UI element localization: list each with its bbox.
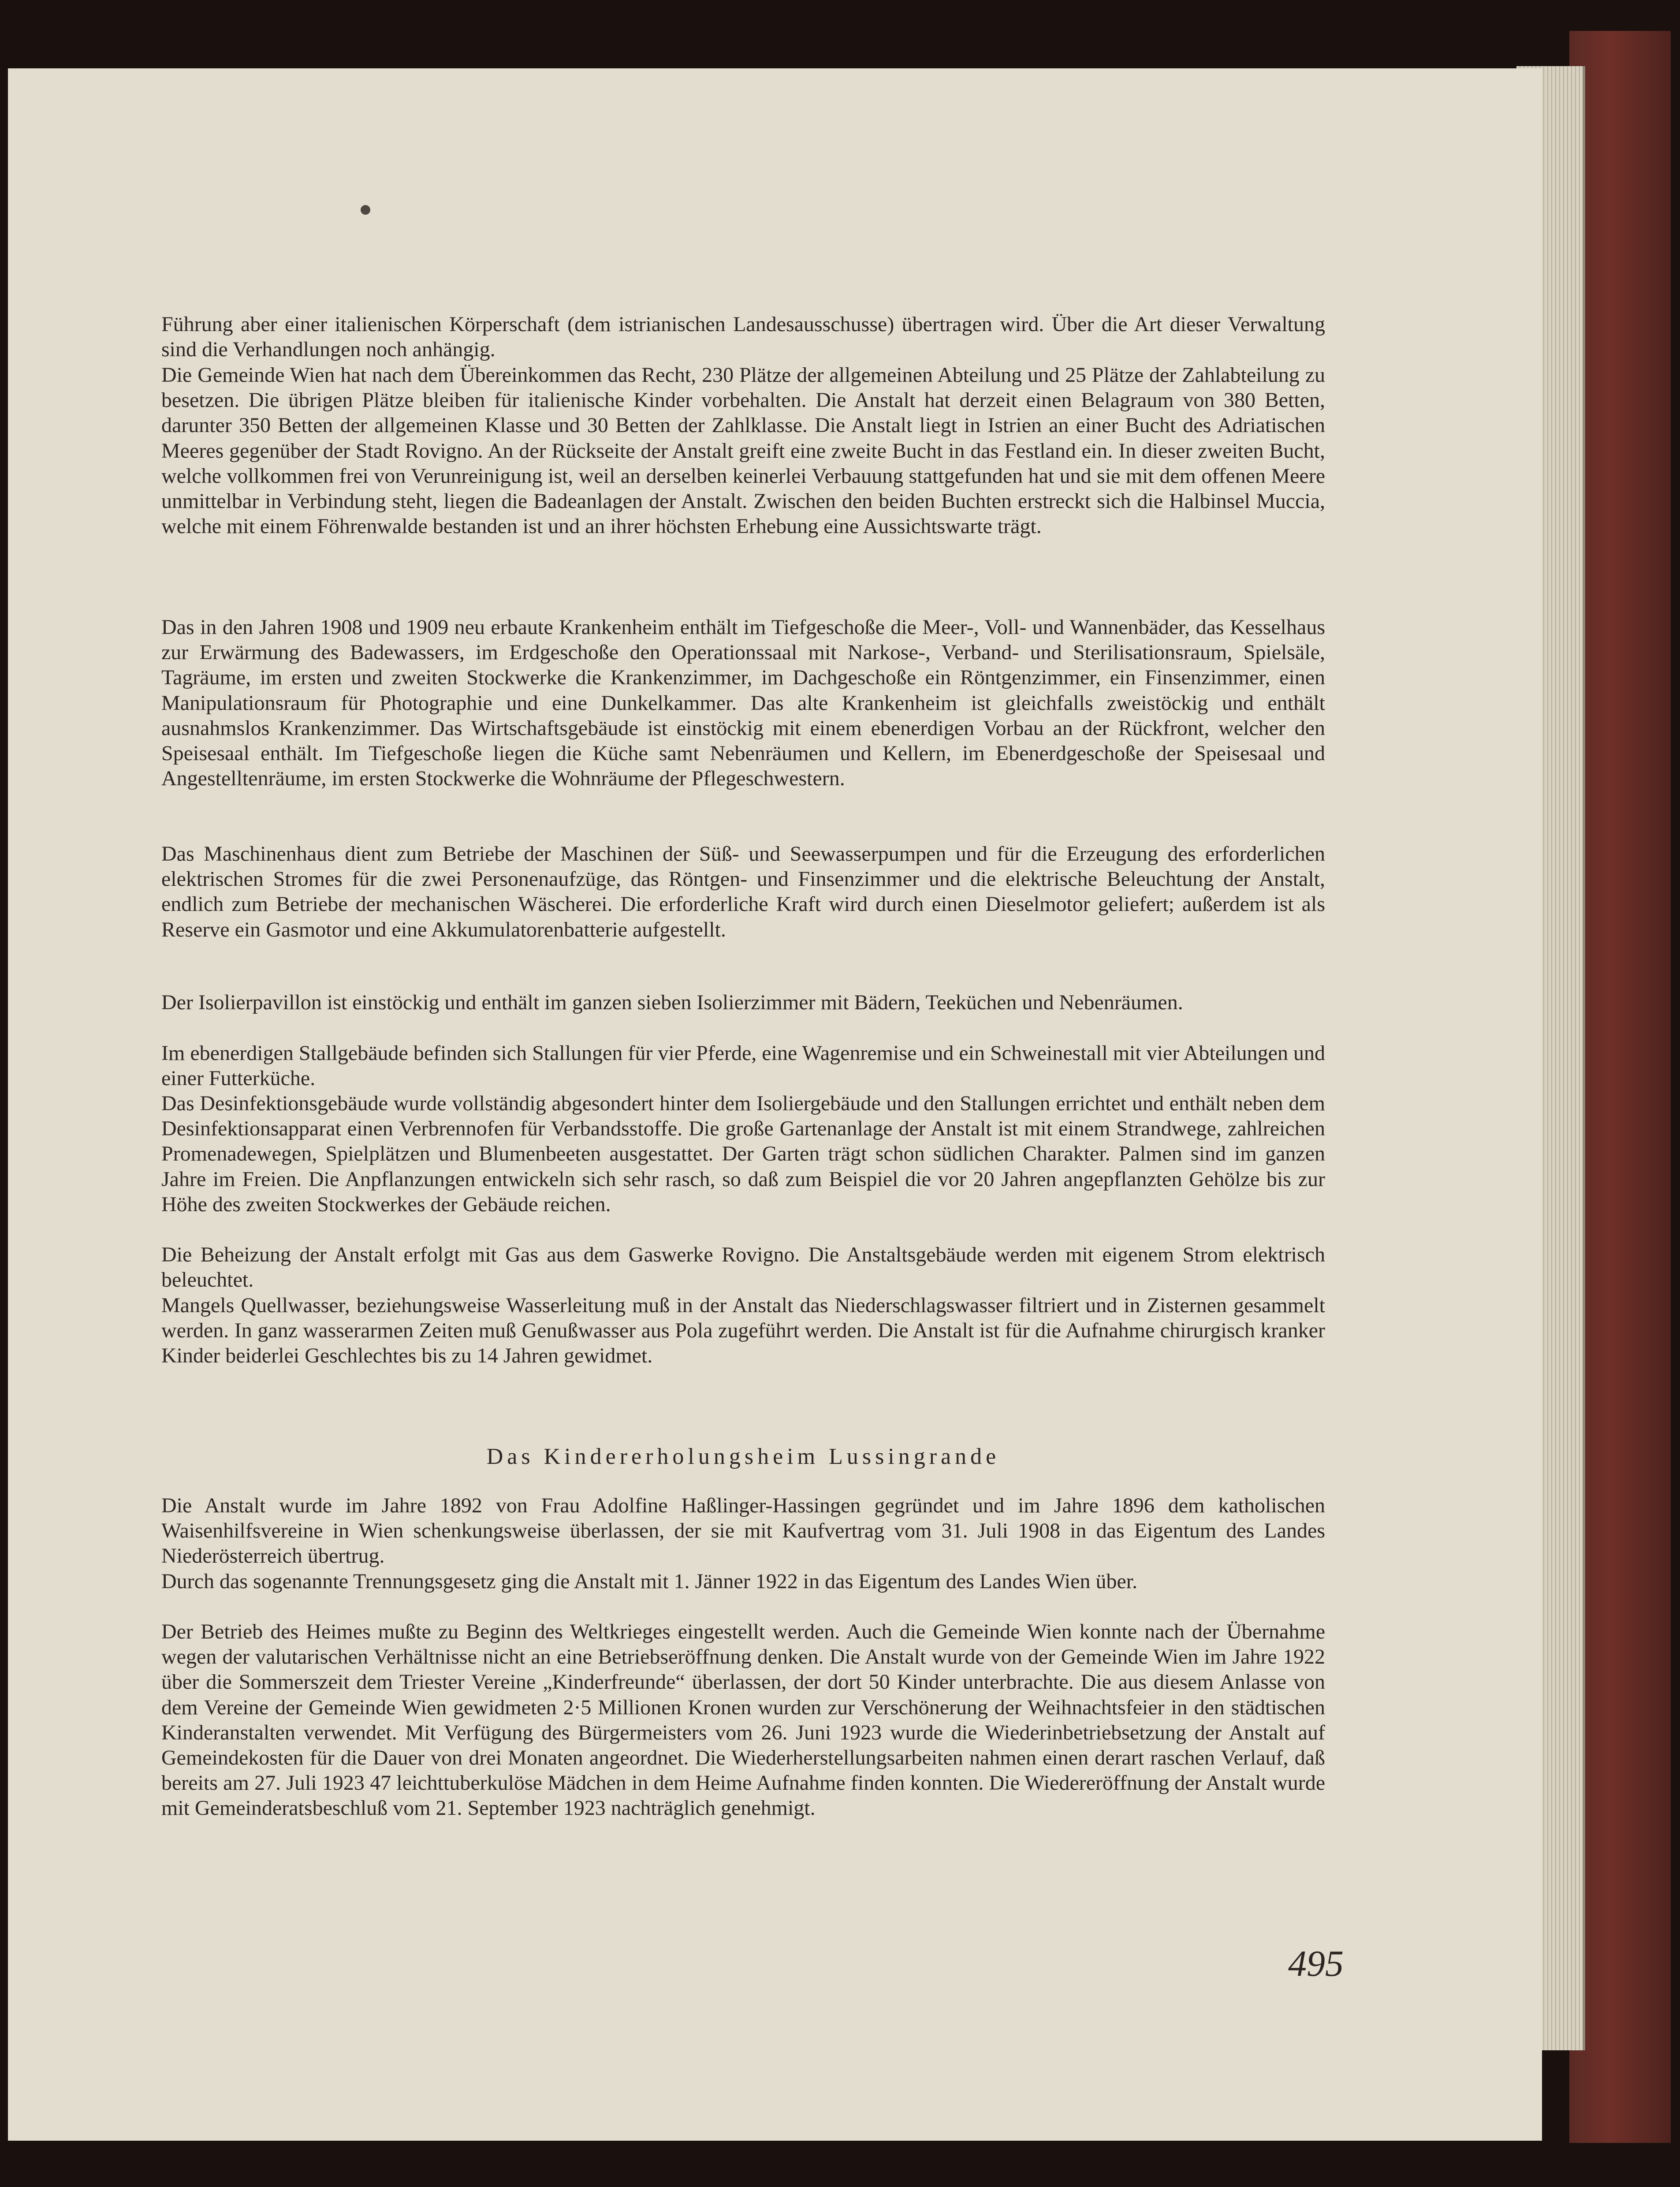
book-page	[8, 68, 1542, 2141]
section-heading: Das Kindererholungsheim Lussingrande	[486, 1444, 1000, 1469]
paragraph: Mangels Quellwasser, beziehungsweise Wasserleitung muß in der Anstalt das Niederschlagswasser filtriert und in Zisternen gesammelt werden. In ganz wasserarmen Zeiten muß Genußwasser aus Pola zugeführt werden. Die Anstalt ist für die Aufnahme chirurgisch kranker Kinder beiderlei Geschlechtes bis zu 14 Jahren gewidmet.	[161, 1294, 1325, 1368]
ink-dot	[361, 205, 370, 215]
page-number: 495	[1288, 1943, 1344, 1984]
paragraph: Das Desinfektionsgebäude wurde vollständig abgesondert hinter dem Isoliergebäude und den Stallungen errichtet und enthält neben dem Desinfektionsapparat einen Verbrennofen für Verbandsstoffe. Die große Gartenanlage der Anstalt ist mit einem Strandwege, zahlreichen Promenadewegen, Spielplätzen und Blumenbeeten ausgestattet. Der Garten trägt schon südlichen Charakter. Palmen sind im ganzen Jahre im Freien. Die Anpflanzungen entwickeln sich sehr rasch, so daß zum Beispiel die vor 20 Jahren angepflanzten Gehölze bis zur Höhe des zweiten Stockwerkes der Gebäude reichen.	[161, 1092, 1325, 1216]
paragraph: Das Maschinenhaus dient zum Betriebe der Maschinen der Süß- und Seewasserpumpen und für die Erzeugung des erforderlichen elektrischen Stromes für die zwei Personenaufzüge, das Röntgen- und Finsenzimmer und die elektrische Beleuchtung der Anstalt, endlich zum Betriebe der mechanischen Wäscherei. Die erforderliche Kraft wird durch einen Dieselmotor geliefert; außerdem ist als Reserve ein Gasmotor und eine Akkumulatorenbatterie aufgestellt.	[161, 842, 1325, 941]
section-paragraph: Die Anstalt wurde im Jahre 1892 von Frau Adolfine Haßlinger-Hassingen gegründet und im Jahre 1896 dem katholischen Waisenhilfsvereine in Wien schenkungsweise überlassen, der sie mit Kaufvertrag vom 31. Juli 1908 in das Eigentum des Landes Niederösterreich übertrug.	[161, 1494, 1325, 1568]
paragraph: Im ebenerdigen Stallgebäude befinden sich Stallungen für vier Pferde, eine Wagenremise und ein Schweinestall mit vier Abteilungen und einer Futterküche.	[161, 1041, 1325, 1090]
paragraph: Die Gemeinde Wien hat nach dem Übereinkommen das Recht, 230 Plätze der allgemeinen Abteilung und 25 Plätze der Zahlabteilung zu besetzen. Die übrigen Plätze bleiben für italienische Kinder vorbehalten. Die Anstalt hat derzeit einen Belagraum von 380 Betten, darunter 350 Betten der allgemeinen Klasse und 30 Betten der Zahlklasse. Die Anstalt liegt in Istrien an einer Bucht des Adriatischen Meeres gegenüber der Stadt Rovigno. An der Rückseite der Anstalt greift eine zweite Bucht in das Festland ein. In dieser zweiten Bucht, welche vollkommen frei von Verunreinigung ist, weil an derselben keinerlei Verbauung stattgefunden hat und sie mit dem offenen Meere unmittelbar in Verbindung steht, liegen die Badeanlagen der Anstalt. Zwischen den beiden Buchten erstreckt sich die Halbinsel Muccia, welche mit einem Föhrenwalde bestanden ist und an ihrer höchsten Erhebung eine Aussichtswarte trägt.	[161, 363, 1325, 538]
paragraph: Das in den Jahren 1908 und 1909 neu erbaute Krankenheim enthält im Tiefgeschoße die Meer-, Voll- und Wannenbäder, das Kesselhaus zur Erwärmung des Badewassers, im Erdgeschoße den Operationssaal mit Narkose-, Verband- und Sterilisationsraum, Spielsäle, Tagräume, im ersten und zweiten Stockwerke die Krankenzimmer, im Dachgeschoße ein Röntgenzimmer, ein Finsenzimmer, einen Manipulationsraum für Photographie und eine Dunkelkammer. Das alte Krankenheim ist gleichfalls zweistöckig und enthält ausnahmslos Krankenzimmer. Das Wirtschaftsgebäude ist einstöckig mit einem ebenerdigen Vorbau an der Rückfront, welcher den Speisesaal enthält. Im Tiefgeschoße liegen die Küche samt Nebenräumen und Kellern, im Ebenerdgeschoße der Speisesaal und Angestelltenräume, im ersten Stockwerke die Wohnräume der Pflegeschwestern.	[161, 616, 1325, 791]
section-paragraph: Der Betrieb des Heimes mußte zu Beginn des Weltkrieges eingestellt werden. Auch die Gemeinde Wien konnte nach der Übernahme wegen der valutarischen Verhältnisse nicht an eine Betriebseröffnung denken. Die Anstalt wurde von der Gemeinde Wien im Jahre 1922 über die Sommerszeit dem Triester Vereine „Kinderfreunde“ überlassen, der dort 50 Kinder unterbrachte. Die aus diesem Anlasse von dem Vereine der Gemeinde Wien gewidmeten 2·5 Millionen Kronen wurden zur Verschönerung der Weihnachtsfeier in den städtischen Kinderanstalten verwendet. Mit Verfügung des Bürgermeisters vom 26. Juni 1923 wurde die Wiederinbetriebsetzung der Anstalt auf Gemeindekosten für die Dauer von drei Monaten angeordnet. Die Wiederherstellungsarbeiten nahmen einen derart raschen Verlauf, daß bereits am 27. Juli 1923 47 leichttuberkulöse Mädchen in dem Heime Aufnahme finden konnten. Die Wiedereröffnung der Anstalt wurde mit Gemeinderatsbeschluß vom 21. September 1923 nachträglich genehmigt.	[161, 1620, 1325, 1820]
paragraph: Führung aber einer italienischen Körperschaft (dem istrianischen Landesausschusse) übertragen wird. Über die Art dieser Verwaltung sind die Verhandlungen noch anhängig.	[161, 313, 1325, 362]
paragraph: Die Beheizung der Anstalt erfolgt mit Gas aus dem Gaswerke Rovigno. Die Anstaltsgebäude werden mit eigenem Strom elektrisch beleuchtet.	[161, 1243, 1325, 1292]
paragraph: Der Isolierpavillon ist einstöckig und enthält im ganzen sieben Isolierzimmer mit Bädern, Teeküchen und Nebenräumen.	[161, 991, 1183, 1014]
section-paragraph: Durch das sogenannte Trennungsgesetz ging die Anstalt mit 1. Jänner 1922 in das Eigentum des Landes Wien über.	[161, 1570, 1138, 1593]
